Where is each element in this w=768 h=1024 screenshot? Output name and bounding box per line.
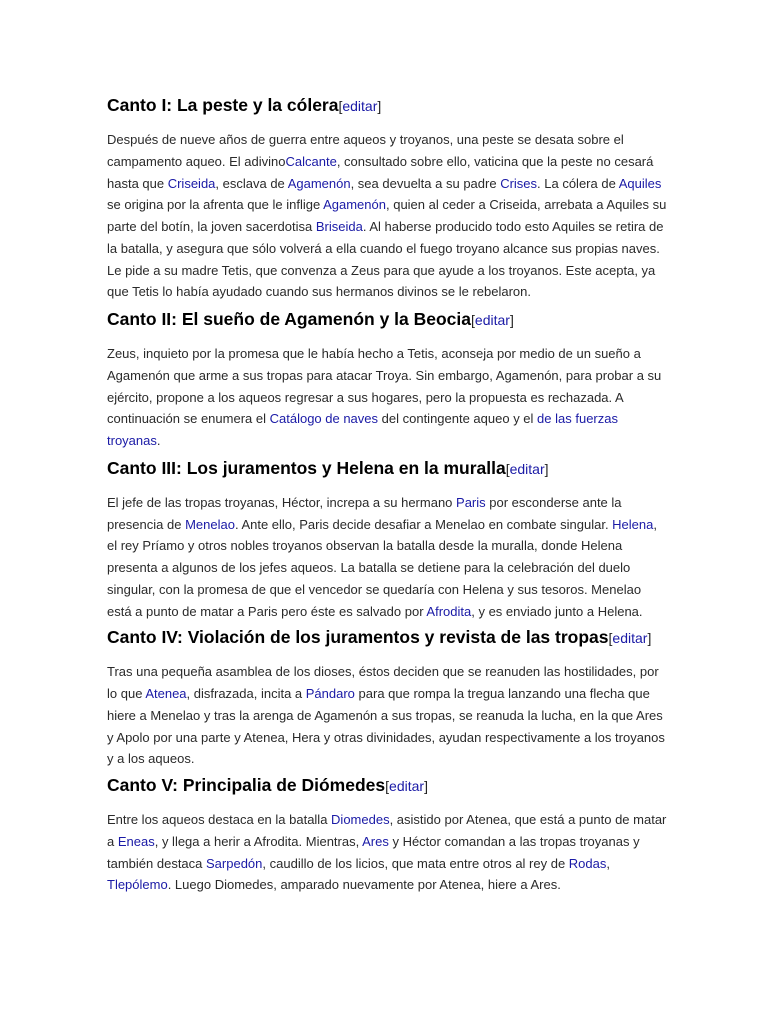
wiki-link[interactable]: de las fuerzas troyanas [107, 411, 618, 448]
paragraph-text: para que rompa la tregua lanzando una flecha que hiere a Menelao y tras la arenga de Agamenón a sus tropas, se reanuda la lucha, en la que Ares y Apolo por una parte y Atenea, Hera y otras divinidades, ayudan respectivamente a los troyanos y a los aqueos. [107, 686, 665, 767]
article-content [107, 92, 667, 896]
section-heading [107, 772, 667, 799]
paragraph-text: , sea devuelta a su padre [350, 175, 501, 191]
paragraph-text: se origina por la afrenta que le inflige [107, 197, 324, 213]
section-title: Canto IV: Violación de los juramentos y revista de las tropas [107, 627, 609, 648]
section-paragraph [107, 343, 667, 452]
paragraph-text: por esconderse ante la presencia de [107, 494, 622, 532]
edit-link[interactable]: editar [612, 630, 648, 647]
paragraph-text: , quien al ceder a Criseida, arrebata a Aquiles su parte del botín, la joven sacerdotisa [107, 197, 667, 234]
section-paragraph [107, 492, 667, 623]
paragraph-text: . Al haberse producido todo esto Aquiles se retira de la batalla, y asegura que sólo volverá a ella cuando el fuego troyano alcance sus propias naves. Le pide a su madre Tetis, que convenza a Zeus para que ayude a los troyanos. Este acepta, ya que Tetis lo había ayudado cuando sus hermanos divinos se le rebelaron. [107, 219, 664, 300]
edit-section-link: [editar] [471, 312, 514, 328]
paragraph-text: , y es enviado junto a Helena. [471, 603, 643, 619]
paragraph-text: y Héctor comandan a las tropas troyanas y también destaca [107, 833, 640, 871]
wiki-link[interactable]: Catálogo de naves [269, 411, 379, 427]
section-paragraph [107, 129, 667, 303]
wiki-link[interactable]: Paris [456, 494, 486, 510]
paragraph-text: . La cólera de [537, 175, 619, 191]
section-title: Canto III: Los juramentos y Helena en la muralla [107, 457, 506, 478]
paragraph-text: , y llega a herir a Afrodita. Mientras, [154, 833, 363, 849]
wiki-link[interactable]: Tlepólemo [107, 877, 168, 893]
edit-link[interactable]: editar [389, 778, 425, 794]
paragraph-text: , consultado sobre ello, vaticina que la peste no cesará hasta que [107, 153, 654, 191]
section-title: Canto I: La peste y la cólera [107, 95, 339, 115]
paragraph-text: , disfrazada, incita a [186, 686, 306, 701]
wiki-link[interactable]: Agamenón [323, 197, 386, 213]
wiki-link[interactable]: Atenea [145, 686, 187, 701]
section-heading [107, 306, 667, 333]
edit-link[interactable]: editar [509, 460, 545, 477]
wiki-link[interactable]: Afrodita [426, 603, 472, 619]
wiki-link[interactable]: Calcante [285, 153, 337, 169]
section-paragraph [107, 809, 667, 896]
wiki-link[interactable]: Briseida [315, 219, 363, 234]
wiki-link[interactable]: Aquiles [618, 175, 662, 191]
section-heading [107, 455, 667, 482]
edit-link[interactable]: editar [342, 98, 378, 114]
paragraph-text: . [156, 433, 161, 448]
edit-section-link: [editar] [505, 460, 549, 477]
section-title: Canto V: Principalia de Diómedes [107, 775, 386, 795]
edit-section-link: [editar] [385, 778, 428, 794]
paragraph-text: Zeus, inquieto por la promesa que le había hecho a Tetis, aconseja por medio de un sueño a Agamenón que arme a sus tropas para atacar Troya. Sin embargo, Agamenón, para probar a su ejército, propone a los aqueos regresar a sus hogares, pero la propuesta es rechazada. A continuación se enumera el [107, 346, 662, 427]
section-paragraph [107, 661, 667, 770]
wiki-link[interactable]: Eneas [117, 833, 155, 849]
paragraph-text: El jefe de las tropas troyanas, Héctor, increpa a su hermano [107, 494, 457, 510]
wiki-link[interactable]: Sarpedón [206, 855, 263, 871]
paragraph-text: Tras una pequeña asamblea de los dioses, éstos deciden que se reanuden las hostilidades, por lo que [107, 664, 659, 701]
paragraph-text: . Ante ello, Paris decide desafiar a Menelao en combate singular. [234, 516, 613, 532]
paragraph-text: Entre los aqueos destaca en la batalla [107, 812, 332, 827]
edit-section-link: [editar] [608, 630, 652, 647]
wiki-link[interactable]: Ares [362, 833, 389, 849]
wiki-link[interactable]: Criseida [167, 175, 216, 191]
section-heading [107, 92, 667, 119]
paragraph-text: , asistido por Atenea, que está a punto de matar a [107, 812, 667, 849]
wiki-link[interactable]: Crises [500, 175, 538, 191]
edit-link[interactable]: editar [474, 312, 510, 328]
edit-section-link: [editar] [338, 98, 382, 114]
paragraph-text: , [606, 855, 610, 871]
paragraph-text: , esclava de [215, 175, 288, 191]
wiki-link[interactable]: Rodas [568, 855, 607, 871]
paragraph-text: , el rey Príamo y otros nobles troyanos observan la batalla desde la muralla, donde Helena presenta a algunos de los jefes aqueos. La batalla se detiene para la celebración del duelo singular, con la promesa de que el vencedor se quedaría con Helena y sus tesoros. Menelao está a punto de matar a Paris pero éste es salvado por [107, 516, 657, 619]
wiki-link[interactable]: Pándaro [305, 686, 355, 701]
paragraph-text: , caudillo de los licios, que mata entre otros al rey de [262, 855, 569, 871]
paragraph-text: Después de nueve años de guerra entre aqueos y troyanos, una peste se desata sobre el campamento aqueo. El adivino [107, 132, 624, 169]
wiki-link[interactable]: Agamenón [287, 175, 351, 191]
wiki-link[interactable]: Diomedes [331, 812, 390, 827]
wiki-link[interactable]: Menelao [185, 516, 235, 532]
section-title: Canto II: El sueño de Agamenón y la Beocia [107, 309, 472, 329]
wiki-link[interactable]: Helena [612, 516, 654, 532]
paragraph-text: del contingente aqueo y el [378, 411, 538, 427]
section-heading [107, 624, 667, 651]
paragraph-text: . Luego Diomedes, amparado nuevamente por Atenea, hiere a Ares. [167, 877, 561, 893]
